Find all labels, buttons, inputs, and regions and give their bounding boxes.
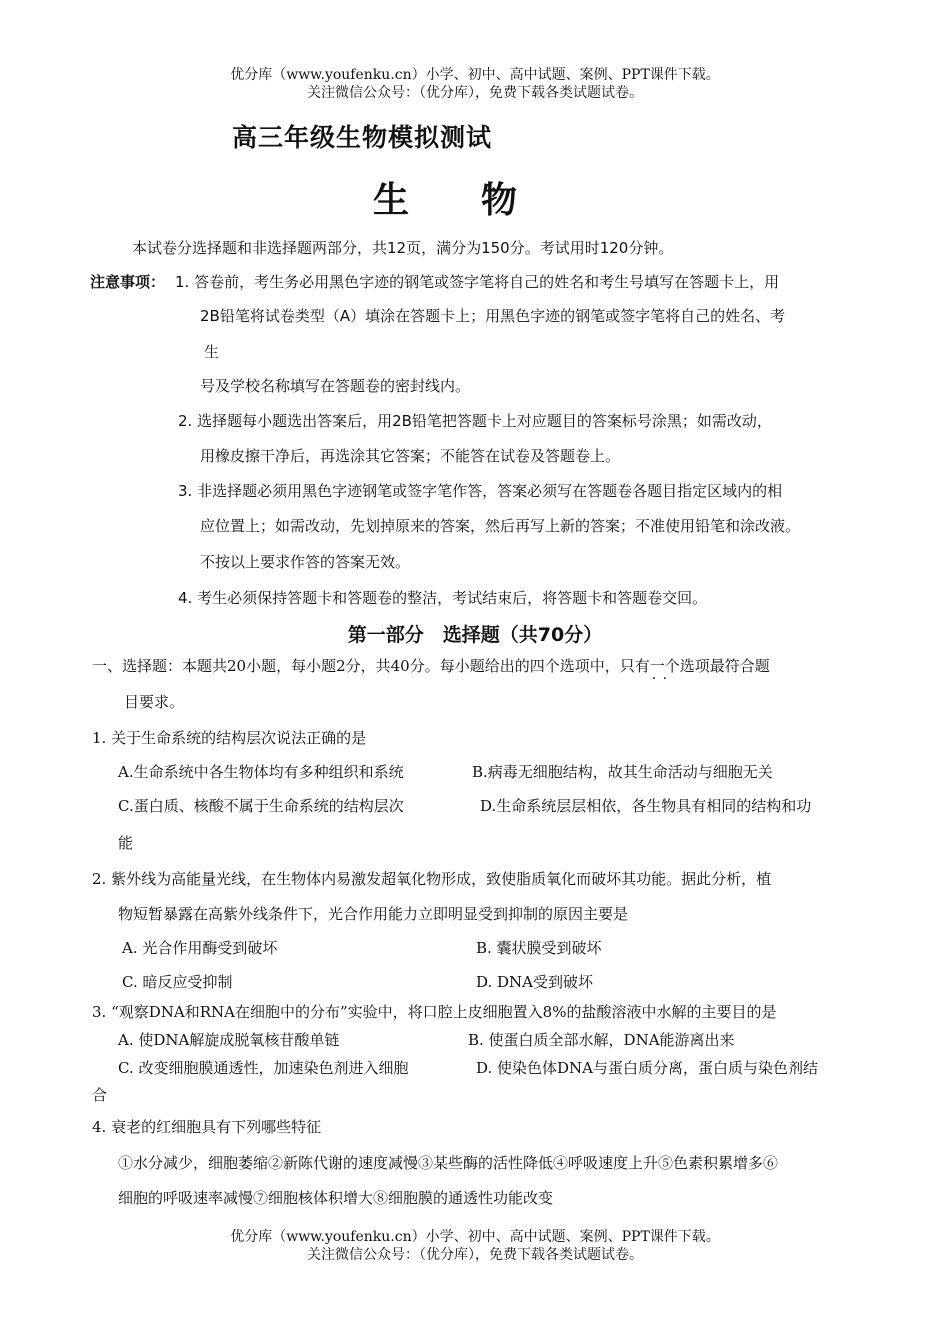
q3-stem: 3. “观察DNA和RNA在细胞中的分布”实验中，将口腔上皮细胞置入8%的盐酸溶液中水解的主要目的是 xyxy=(92,1003,777,1021)
q3-option-d-wrap: 合 xyxy=(92,1086,108,1104)
note-2-line-2: 用橡皮擦干净后，再选涂其它答案；不能答在试卷及答题卷上。 xyxy=(200,447,621,465)
note-1-line-1: 1. 答卷前，考生务必用黑色字迹的钢笔或签字笔将自己的姓名和考生号填写在答题卡上，用 xyxy=(175,273,780,291)
q2-option-a: A. 光合作用酶受到破坏 xyxy=(122,939,278,957)
q2-option-b: B. 囊状膜受到破坏 xyxy=(476,939,602,957)
note-1-line-4: 号及学校名称填写在答题卷的密封线内。 xyxy=(200,377,471,395)
q4-line-1: ①水分减少，细胞萎缩②新陈代谢的速度减慢③某些酶的活性降低④呼吸速度上升⑤色素积累增多⑥ xyxy=(118,1154,779,1172)
section-instructions xyxy=(92,656,770,676)
header-line-1: 优分库（www.youfenku.cn）小学、初中、高中试题、案例、PPT课件下载。 xyxy=(230,67,720,83)
q2-option-d: D. DNA受到破坏 xyxy=(476,973,594,991)
note-3-line-3: 不按以上要求作答的答案无效。 xyxy=(200,553,411,571)
instructions-line-2: 目要求。 xyxy=(124,693,185,711)
section-heading: 第一部分 选择题（共70分） xyxy=(347,624,603,646)
q3-option-a: A. 使DNA解旋成脱氧核苷酸单链 xyxy=(118,1031,340,1049)
q2-stem-line-1: 2. 紫外线为高能量光线，在生物体内易激发超氧化物形成，致使脂质氧化而破坏其功能。据此分析，植 xyxy=(92,870,772,888)
q3-option-d: D. 使染色体DNA与蛋白质分离，蛋白质与染色剂结 xyxy=(476,1059,819,1077)
footer-line-2: 关注微信公众号：（优分库），免费下载各类试题试卷。 xyxy=(307,1247,643,1263)
q1-option-c: C.蛋白质、核酸不属于生命系统的结构层次 xyxy=(118,797,404,815)
instructions-text-a: 一、选择题：本题共20小题，每小题2分，共40分。每小题给出的四个选项中，只有 xyxy=(92,657,650,675)
q1-option-d-wrap: 能 xyxy=(118,834,134,852)
q2-option-c: C. 暗反应受抑制 xyxy=(122,973,233,991)
note-1-line-3: 生 xyxy=(204,343,220,361)
instructions-text-b: 选项最符合题 xyxy=(679,657,770,675)
note-4: 4. 考生必须保持答题卡和答题卷的整洁，考试结束后，将答题卡和答题卷交回。 xyxy=(178,589,708,607)
q1-option-d: D.生命系统层层相依，各生物具有相同的结构和功 xyxy=(480,797,812,815)
note-1-line-2: 2B铅笔将试卷类型（A）填涂在答题卡上；用黑色字迹的钢笔或签字笔将自己的姓名、考 xyxy=(200,307,786,325)
q1-option-a: A.生命系统中各生物体均有多种组织和系统 xyxy=(118,763,404,781)
q1-option-b: B.病毒无细胞结构，故其生命活动与细胞无关 xyxy=(472,763,773,781)
q4-line-2: 细胞的呼吸速率减慢⑦细胞核体积增大⑧细胞膜的通透性功能改变 xyxy=(118,1189,554,1207)
footer-line-1: 优分库（www.youfenku.cn）小学、初中、高中试题、案例、PPT课件下载。 xyxy=(230,1229,720,1245)
instructions-emphasis: 一个 · · xyxy=(650,657,680,675)
header-line-2: 关注微信公众号：（优分库），免费下载各类试题试卷。 xyxy=(307,85,643,101)
exam-subtitle: 高三年级生物模拟测试 xyxy=(232,123,493,152)
q3-option-c: C. 改变细胞膜通透性，加速染色剂进入细胞 xyxy=(118,1059,409,1077)
notes-label: 注意事项： xyxy=(90,273,166,291)
q4-stem: 4. 衰老的红细胞具有下列哪些特征 xyxy=(92,1118,322,1136)
q1-stem: 1. 关于生命系统的结构层次说法正确的是 xyxy=(92,729,367,747)
note-3-line-2: 应位置上；如需改动，先划掉原来的答案，然后再写上新的答案；不准使用铅笔和涂改液。 xyxy=(200,517,801,535)
note-3-line-1: 3. 非选择题必须用黑色字迹钢笔或签字笔作答，答案必须写在答题卷各题目指定区域内的相 xyxy=(178,482,783,500)
q2-stem-line-2: 物短暂暴露在高紫外线条件下，光合作用能力立即明显受到抑制的原因主要是 xyxy=(118,905,629,923)
subject-title: 生 物 xyxy=(372,179,517,221)
exam-intro: 本试卷分选择题和非选择题两部分，共12页，满分为150分。考试用时120分钟。 xyxy=(132,239,674,257)
q3-option-b: B. 使蛋白质全部水解，DNA能游离出来 xyxy=(468,1031,735,1049)
note-2-line-1: 2. 选择题每小题选出答案后，用2B铅笔把答题卡上对应题目的答案标号涂黑；如需改动， xyxy=(178,412,772,430)
